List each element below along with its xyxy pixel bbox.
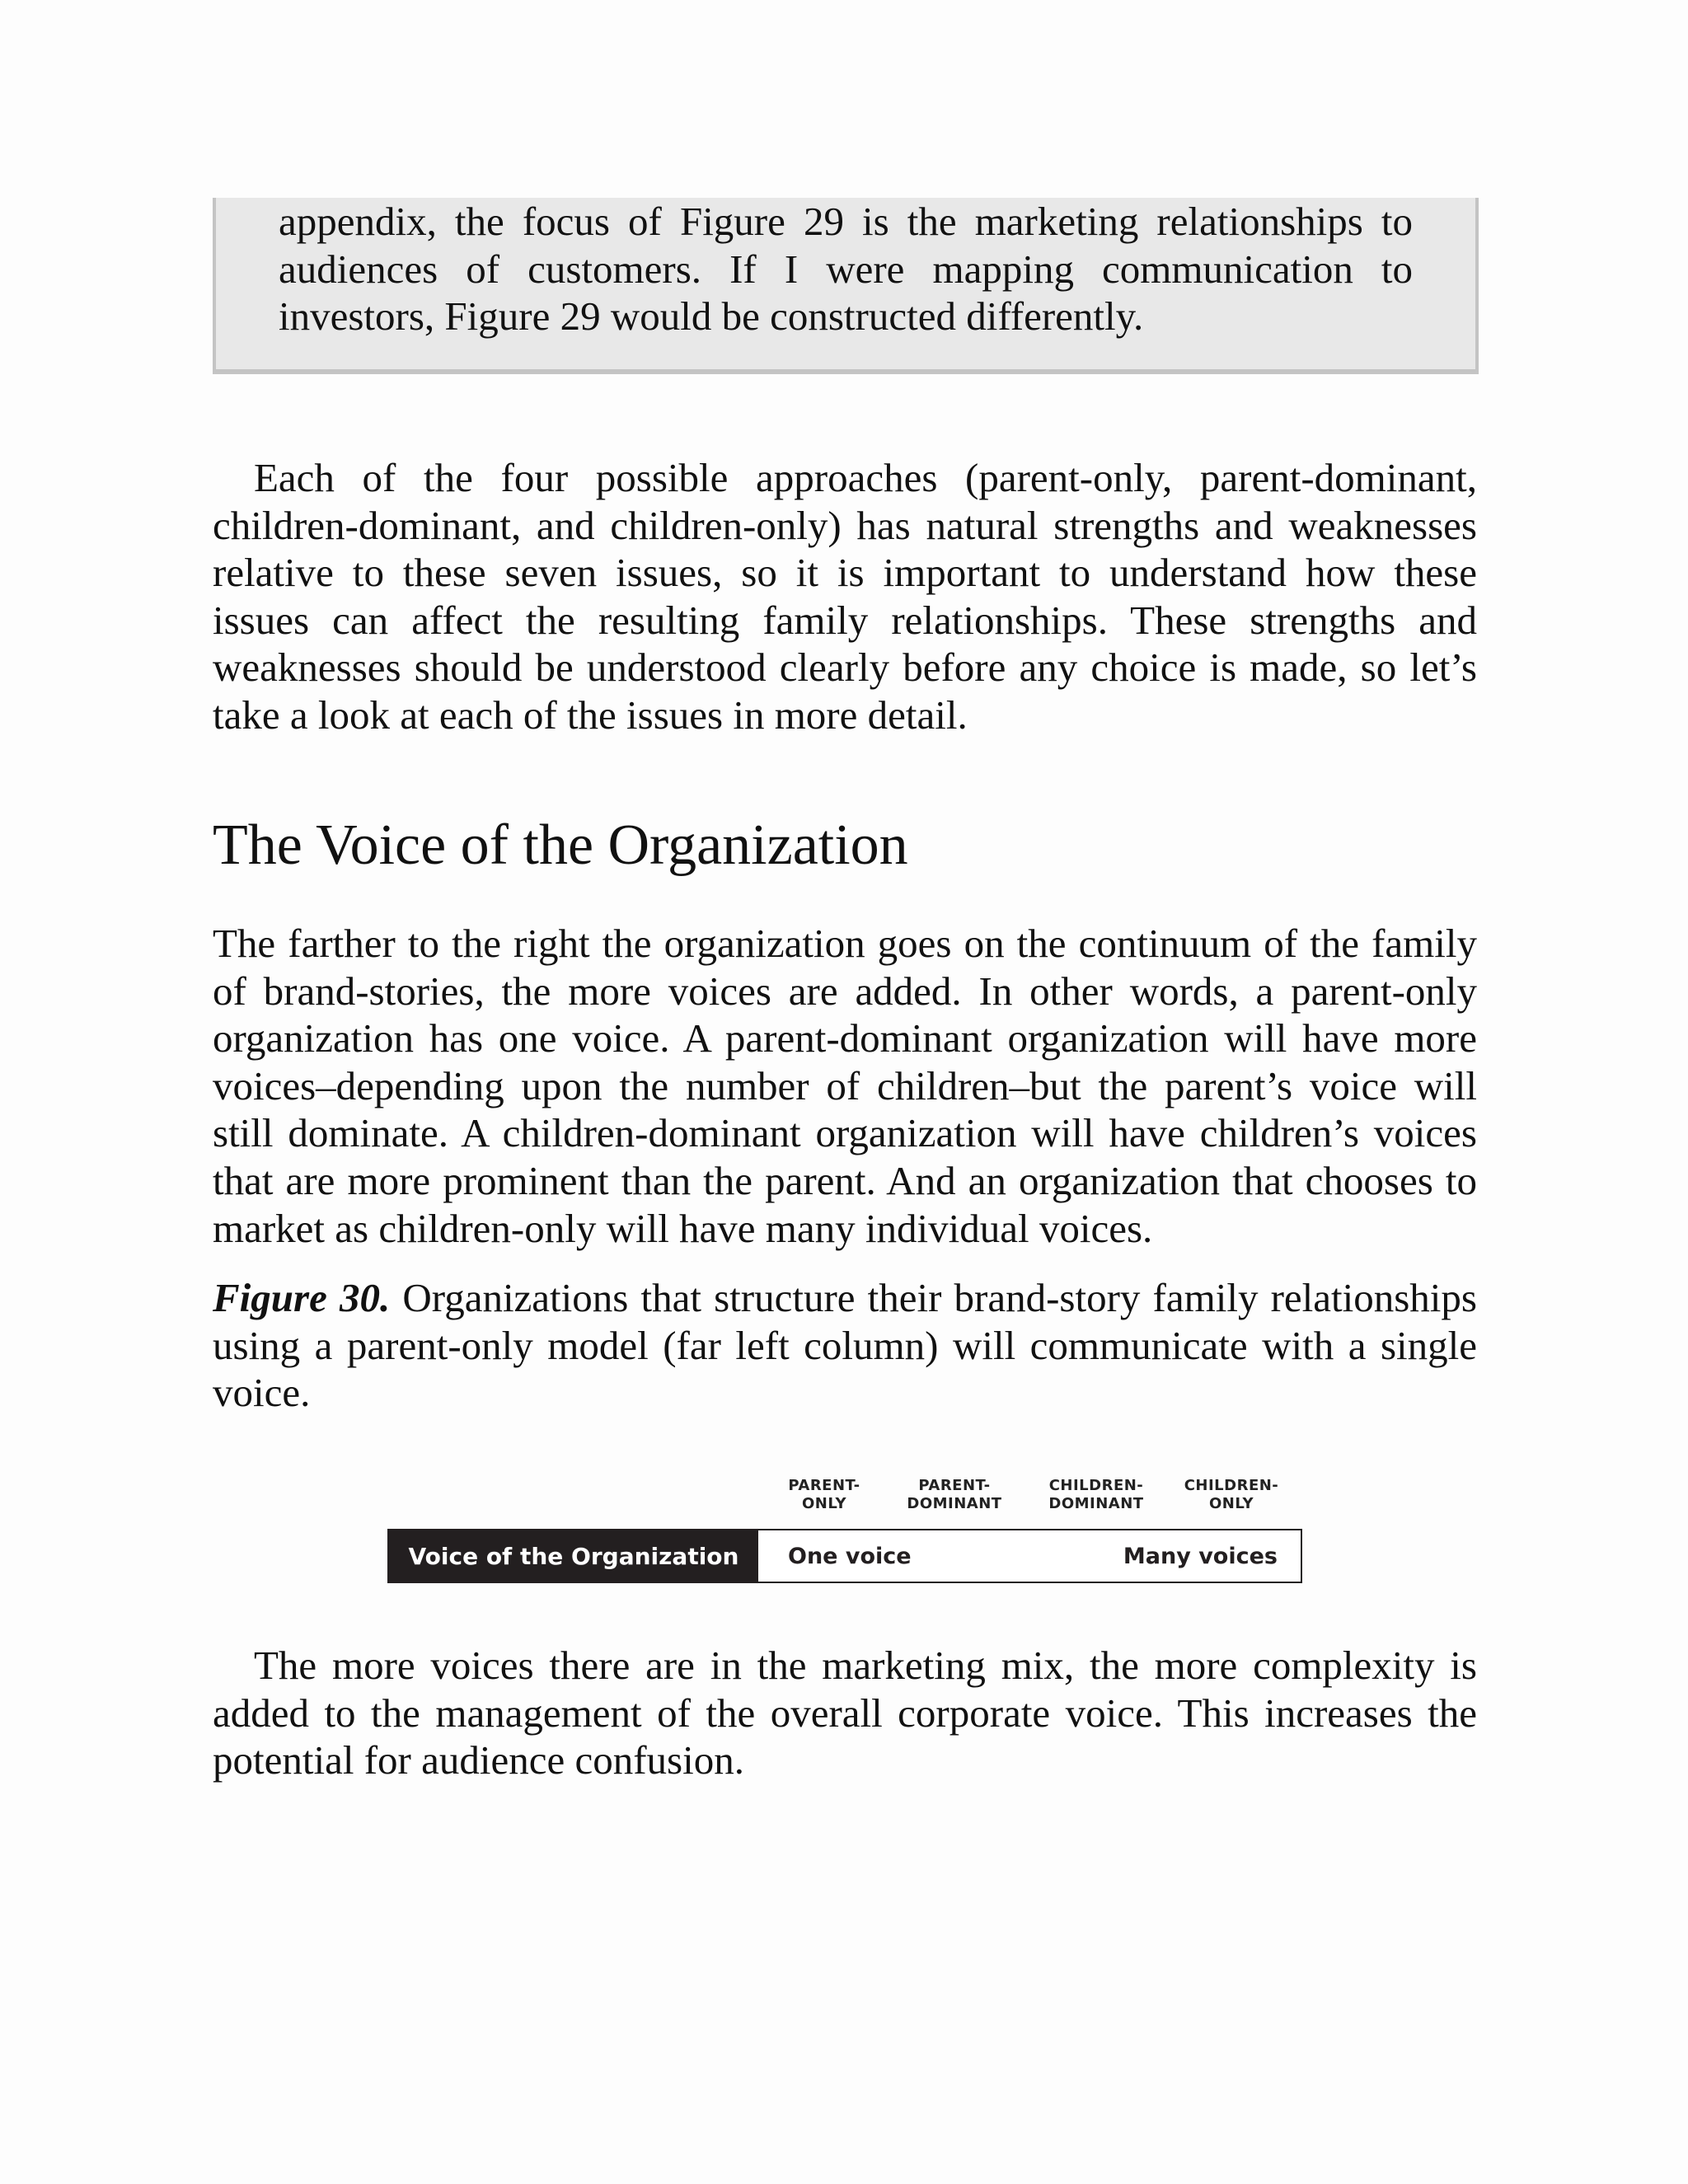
sidebar-text: appendix, the focus of Figure 29 is the marketing relationships to audiences of customers. If I were mapping communication to investors, Figure 29 would be constructed differently. bbox=[279, 199, 1413, 339]
paragraph-approaches: Each of the four possible approaches (parent-only, parent-dominant, children-dominant, and children-only) has natural strengths and weaknesses relative to these seven issues, so it is important to understand how these issues can affect the resulting family relationships. These strengths and weaknesses should be understood clearly before any choice is made, so let’s take a look at each of the issues in more detail. bbox=[213, 455, 1477, 738]
voice-row bbox=[387, 1529, 1302, 1583]
figure-caption-label: Figure 30. bbox=[213, 1275, 391, 1320]
voice-row-right-value: Many voices bbox=[1123, 1543, 1278, 1569]
voice-row-label: Voice of the Organization bbox=[389, 1530, 758, 1582]
paragraph-complexity: The more voices there are in the marketing mix, the more complexity is added to the management of the overall corporate voice. This increases the potential for audience confusion. bbox=[213, 1643, 1477, 1783]
figure-caption-text: Organizations that structure their brand-story family relationships using a parent-only model (far left column) will communicate with a single voice. bbox=[213, 1275, 1477, 1416]
paragraph-voices: The farther to the right the organization goes on the continuum of the family of brand-stories, the more voices are added. In other words, a parent-only organization has one voice. A parent-dominant organization will have more voices–depending upon the number of children–but the parent’s voice will still dominate. A children-dominant organization will have children’s voices that are more prominent than the parent. And an organization that chooses to market as children-only will have many individual voices. bbox=[213, 921, 1477, 1251]
figure-caption bbox=[213, 1274, 1477, 1417]
column-header-parent-dominant: PARENT- DOMINANT bbox=[907, 1477, 1002, 1512]
figure-30-voice-continuum bbox=[387, 1471, 1302, 1586]
voice-row-left-value: One voice bbox=[788, 1543, 912, 1569]
column-header-parent-only: PARENT- ONLY bbox=[788, 1477, 860, 1512]
section-heading: The Voice of the Organization bbox=[213, 813, 908, 877]
column-header-children-only: CHILDREN- ONLY bbox=[1184, 1477, 1279, 1512]
sidebar-box bbox=[213, 198, 1479, 374]
column-header-children-dominant: CHILDREN- DOMINANT bbox=[1048, 1477, 1144, 1512]
